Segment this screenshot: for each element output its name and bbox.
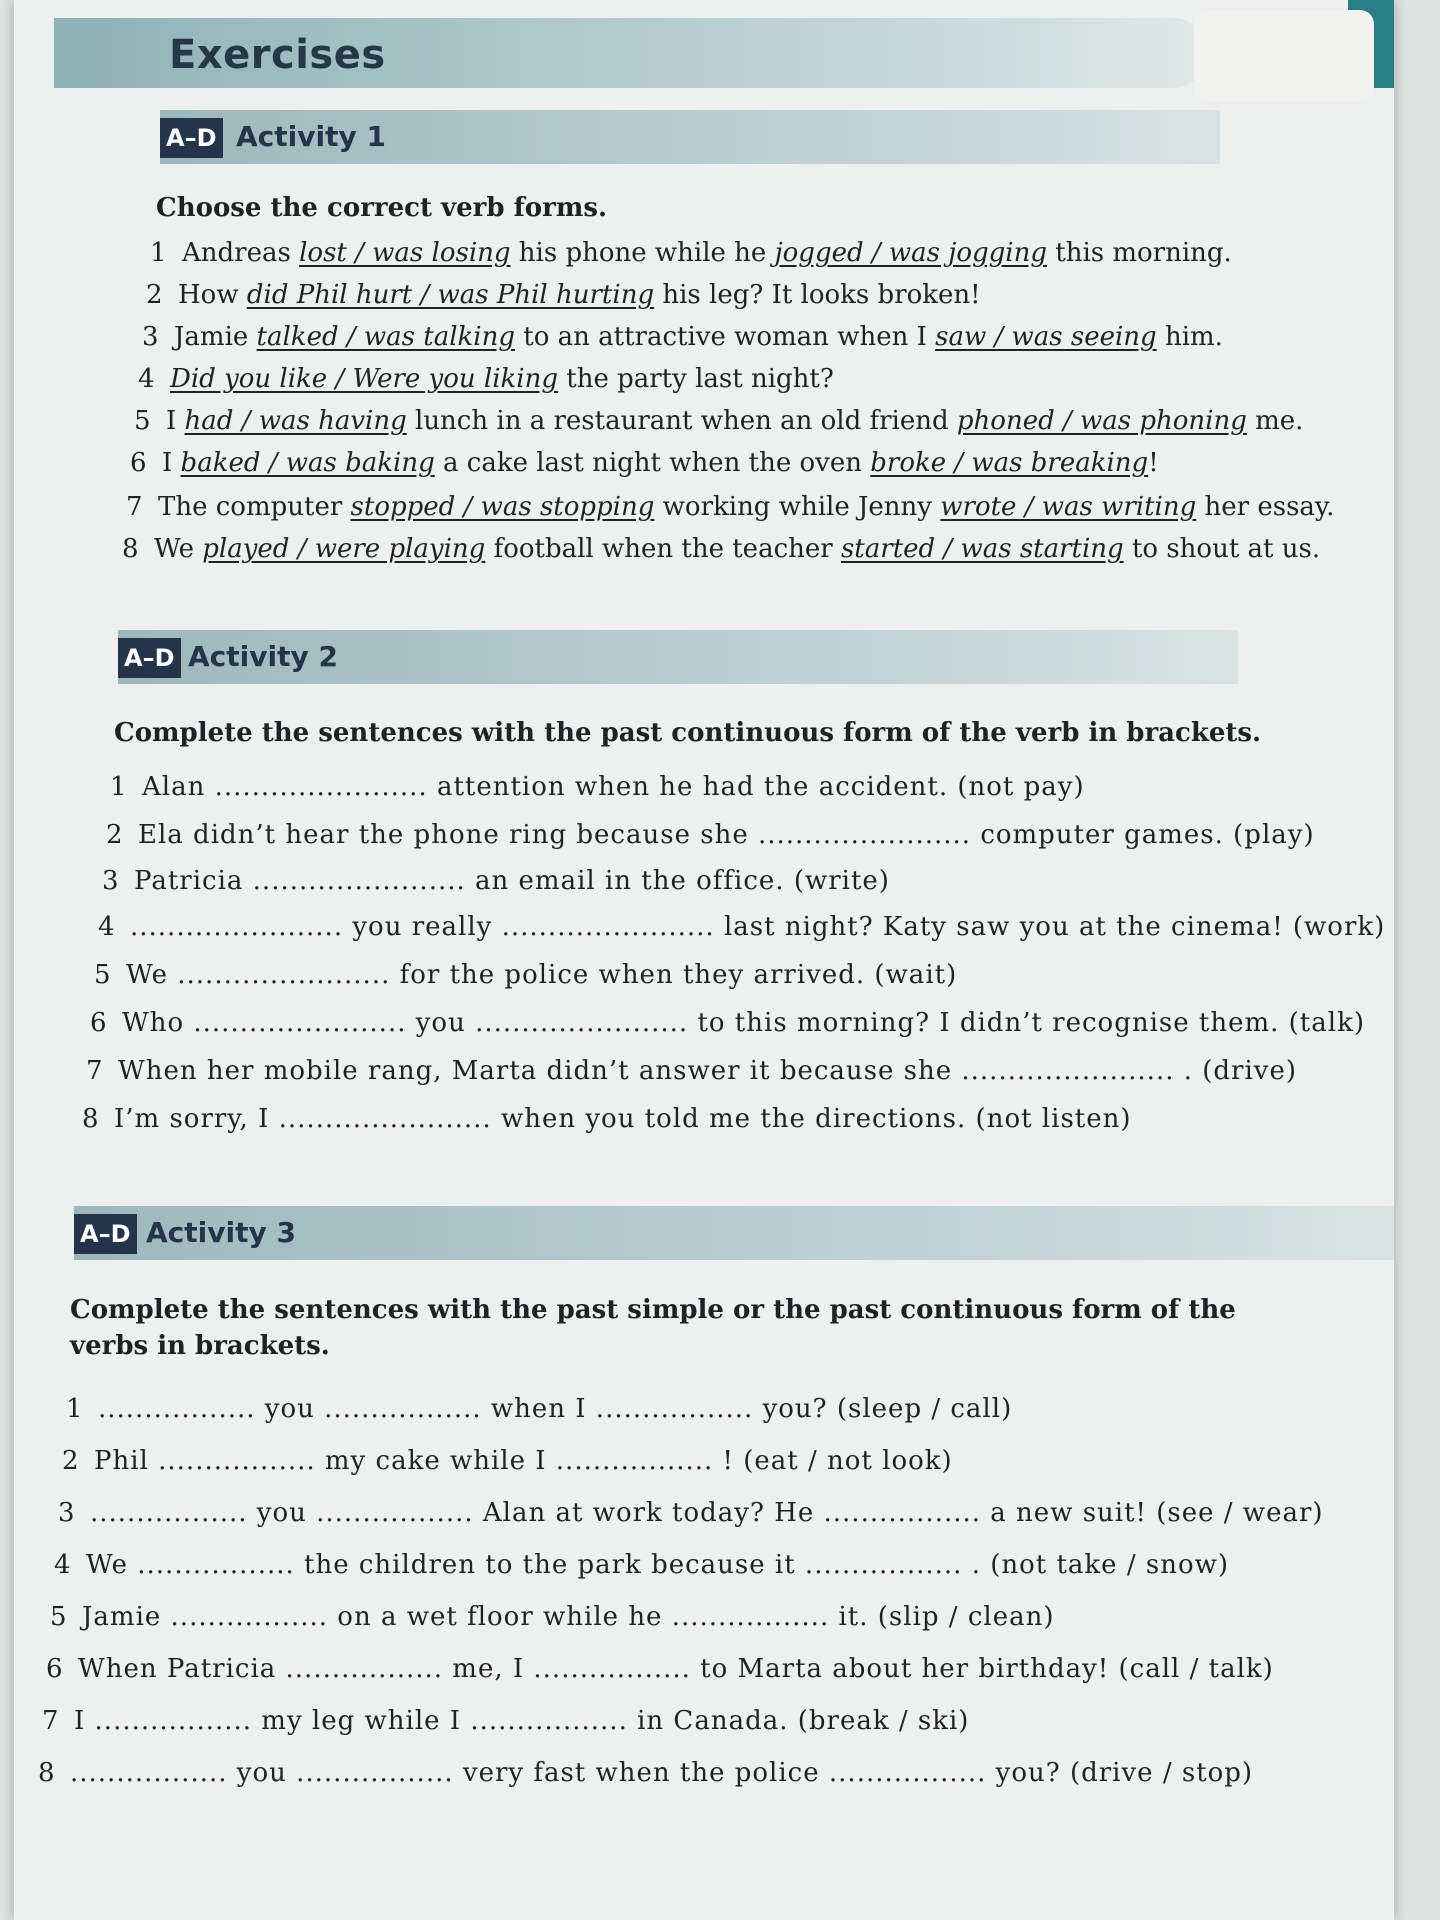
- item-number: 4: [138, 364, 155, 394]
- item-sentence[interactable]: ................. you ................. when I ................. you? (sleep / call): [98, 1394, 1013, 1424]
- item-text: this morning.: [1046, 238, 1232, 268]
- verb-choice[interactable]: wrote / was writing: [940, 492, 1197, 522]
- item-number: 7: [86, 1056, 103, 1086]
- verb-choice[interactable]: talked / was talking: [256, 322, 515, 352]
- item-text: his leg? It looks broken!: [654, 280, 981, 310]
- activity2-item: [98, 910, 1385, 944]
- item-number: 2: [62, 1446, 79, 1476]
- item-number: 8: [82, 1104, 99, 1134]
- header-corner-box: [1194, 10, 1374, 102]
- item-text: him.: [1156, 322, 1223, 352]
- verb-choice[interactable]: lost / was losing: [299, 238, 511, 268]
- item-text: to an attractive woman when I: [514, 322, 936, 352]
- item-number: 1: [150, 238, 167, 268]
- activity-1-band: [160, 110, 1220, 164]
- item-number: 3: [102, 866, 119, 896]
- activity-3-band: [74, 1206, 1394, 1260]
- item-sentence[interactable]: We ................. the children to the park because it ................. . (not take / snow): [86, 1550, 1230, 1580]
- item-sentence[interactable]: I’m sorry, I ....................... when you told me the directions. (not listen): [114, 1104, 1132, 1134]
- item-number: 6: [130, 448, 147, 478]
- item-text: Andreas: [182, 238, 300, 268]
- item-number: 7: [126, 492, 143, 522]
- item-text: How: [178, 280, 247, 310]
- activity-1-item: [138, 362, 834, 396]
- verb-choice[interactable]: baked / was baking: [180, 448, 435, 478]
- item-text: The computer: [158, 492, 351, 522]
- activity-2-badge: A–D: [118, 638, 181, 678]
- item-number: 7: [42, 1706, 59, 1736]
- item-number: 8: [38, 1758, 55, 1788]
- item-text: to shout at us.: [1123, 534, 1321, 564]
- item-number: 1: [66, 1394, 83, 1424]
- activity-1-item: [146, 278, 981, 312]
- item-number: 2: [106, 820, 123, 850]
- item-number: 4: [98, 912, 115, 942]
- activity3-item: [62, 1444, 953, 1478]
- item-sentence[interactable]: When Patricia ................. me, I ................. to Marta about her birthday! (call / talk): [78, 1654, 1274, 1684]
- activity-1-instruction: Choose the correct verb forms.: [156, 193, 608, 223]
- workbook-page: [14, 0, 1394, 1920]
- activity3-item: [58, 1496, 1324, 1530]
- activity2-item: [110, 770, 1085, 804]
- item-sentence[interactable]: Jamie ................. on a wet floor while he ................. it. (slip / clean): [82, 1602, 1055, 1632]
- verb-choice[interactable]: Did you like / Were you liking: [170, 364, 558, 394]
- page-title: Exercises: [169, 32, 386, 78]
- activity3-item: [54, 1548, 1229, 1582]
- item-text: !: [1148, 448, 1159, 478]
- item-text: football when the teacher: [485, 534, 841, 564]
- verb-choice[interactable]: started / was starting: [840, 534, 1124, 564]
- verb-choice[interactable]: jogged / was jogging: [774, 238, 1047, 268]
- activity-3-instruction: Complete the sentences with the past simple or the past continuous form of the verbs in brackets.: [70, 1295, 1236, 1361]
- item-sentence[interactable]: ................. you ................. very fast when the police ................. you? (drive / stop): [70, 1758, 1254, 1788]
- item-sentence[interactable]: Who ....................... you ....................... to this morning? I didn’t recognise them. (talk): [122, 1008, 1365, 1038]
- item-sentence[interactable]: Phil ................. my cake while I ................. ! (eat / not look): [94, 1446, 953, 1476]
- verb-choice[interactable]: did Phil hurt / was Phil hurting: [246, 280, 655, 310]
- activity-2-title: Activity 2: [188, 640, 338, 673]
- activity-1-title: Activity 1: [236, 120, 386, 153]
- item-text: a cake last night when the oven: [434, 448, 871, 478]
- item-sentence[interactable]: Patricia ....................... an email in the office. (write): [134, 866, 890, 896]
- activity-2-instruction: Complete the sentences with the past continuous form of the verb in brackets.: [114, 718, 1262, 748]
- item-number: 6: [46, 1654, 63, 1684]
- item-number: 5: [134, 406, 151, 436]
- item-number: 8: [122, 534, 139, 564]
- item-text: me.: [1246, 406, 1304, 436]
- item-sentence[interactable]: ....................... you really ....................... last night? Katy saw you at the cinema! (work): [130, 912, 1386, 942]
- verb-choice[interactable]: had / was having: [184, 406, 407, 436]
- item-number: 5: [50, 1602, 67, 1632]
- activity3-item: [50, 1600, 1054, 1634]
- item-text: I: [162, 448, 181, 478]
- item-sentence[interactable]: When her mobile rang, Marta didn’t answer it because she ....................... . (drive): [118, 1056, 1298, 1086]
- activity3-item: [42, 1704, 969, 1738]
- activity2-item: [90, 1006, 1365, 1040]
- activity-1-item: [150, 236, 1232, 270]
- activity2-item: [106, 818, 1315, 852]
- activity-1-badge: A–D: [160, 118, 223, 158]
- activity-3-title: Activity 3: [146, 1216, 296, 1249]
- activity-1-item: [126, 490, 1334, 524]
- item-number: 3: [58, 1498, 75, 1528]
- item-sentence[interactable]: Ela didn’t hear the phone ring because she ....................... computer games. (play): [138, 820, 1315, 850]
- item-number: 5: [94, 960, 111, 990]
- item-sentence[interactable]: We ....................... for the police when they arrived. (wait): [126, 960, 958, 990]
- item-text: We: [154, 534, 203, 564]
- verb-choice[interactable]: saw / was seeing: [935, 322, 1157, 352]
- activity-1-item: [122, 532, 1320, 566]
- activity2-item: [102, 864, 890, 898]
- activity3-item: [46, 1652, 1274, 1686]
- item-text: his phone while he: [510, 238, 775, 268]
- item-number: 4: [54, 1550, 71, 1580]
- activity-1-item: [142, 320, 1223, 354]
- item-text: I: [166, 406, 185, 436]
- item-number: 1: [110, 772, 127, 802]
- item-text: lunch in a restaurant when an old friend: [406, 406, 957, 436]
- item-text: working while Jenny: [654, 492, 941, 522]
- item-sentence[interactable]: Alan ....................... attention when he had the accident. (not pay): [142, 772, 1085, 802]
- verb-choice[interactable]: phoned / was phoning: [956, 406, 1247, 436]
- activity-1-item: [130, 446, 1159, 480]
- item-sentence[interactable]: ................. you ................. Alan at work today? He ................. a new suit! (see / wear): [90, 1498, 1324, 1528]
- activity-1-item: [134, 404, 1303, 438]
- activity-3-badge: A–D: [74, 1214, 137, 1254]
- item-text: her essay.: [1196, 492, 1335, 522]
- item-text: Jamie: [174, 322, 257, 352]
- verb-choice[interactable]: played / were playing: [202, 534, 486, 564]
- verb-choice[interactable]: broke / was breaking: [870, 448, 1149, 478]
- item-number: 6: [90, 1008, 107, 1038]
- activity3-item: [38, 1756, 1253, 1790]
- activity2-item: [82, 1102, 1132, 1136]
- activity-2-band: [118, 630, 1238, 684]
- verb-choice[interactable]: stopped / was stopping: [350, 492, 655, 522]
- item-sentence[interactable]: I ................. my leg while I ................. in Canada. (break / ski): [74, 1706, 970, 1736]
- item-text: the party last night?: [558, 364, 834, 394]
- item-number: 2: [146, 280, 163, 310]
- item-number: 3: [142, 322, 159, 352]
- activity2-item: [86, 1054, 1297, 1088]
- activity2-item: [94, 958, 957, 992]
- activity3-item: [66, 1392, 1012, 1426]
